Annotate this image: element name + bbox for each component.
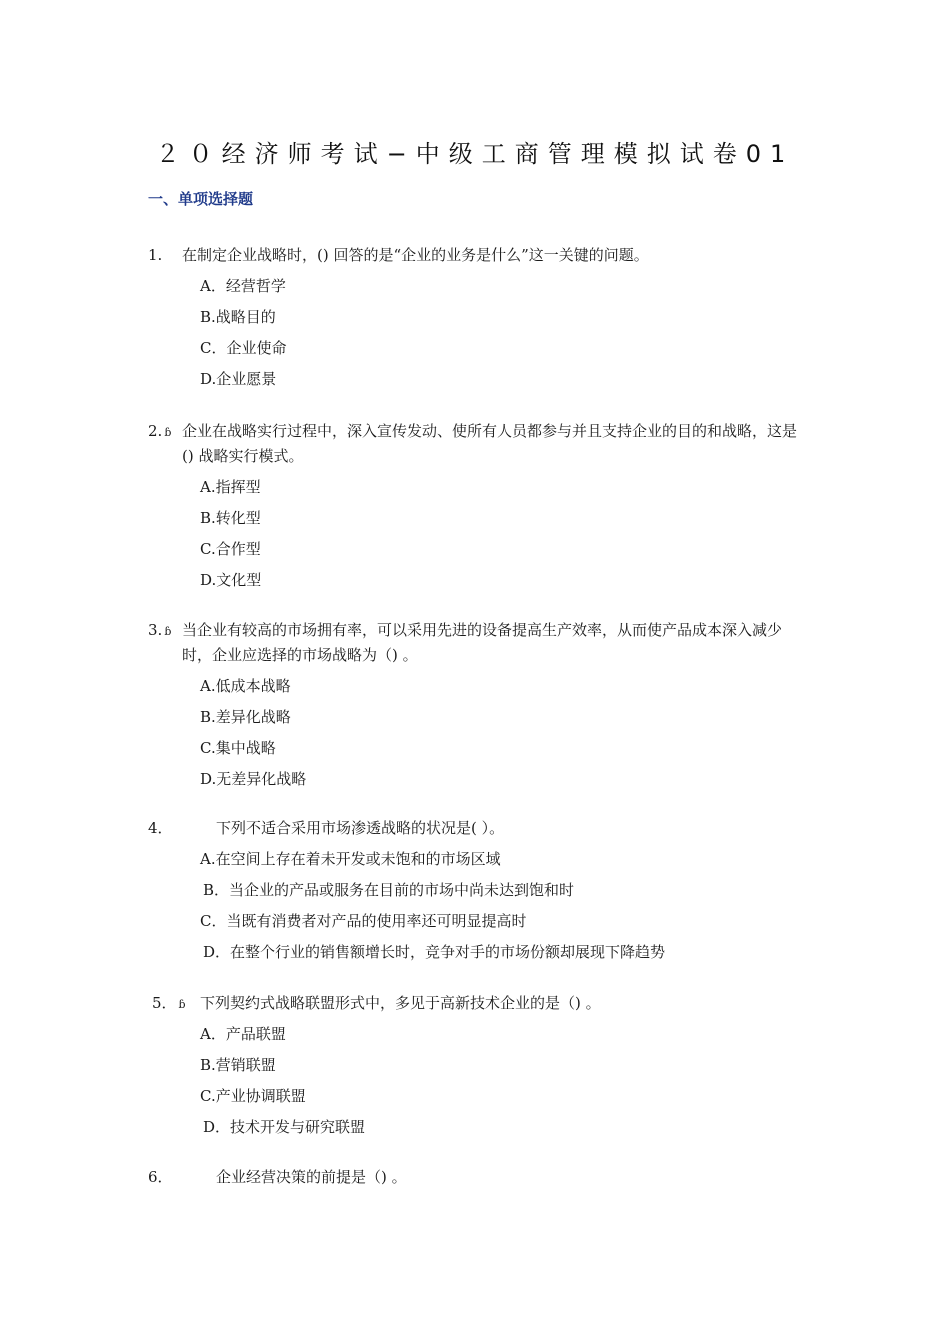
question-text: 下列契约式战略联盟形式中，多见于高新技术企业的是（) 。 <box>200 994 601 1012</box>
question-stem <box>148 419 808 469</box>
question-stem <box>148 1165 808 1190</box>
option-c: C．企业使命 <box>200 339 287 357</box>
bullet-marker: ɓ <box>164 426 172 439</box>
option-b: B．当企业的产品或服务在目前的市场中尚未达到饱和时 <box>203 881 575 899</box>
option-a: A.指挥型 <box>200 478 261 496</box>
option-c: C.合作型 <box>200 540 261 558</box>
option-b: B.营销联盟 <box>200 1056 276 1074</box>
option-d: D．技术开发与研究联盟 <box>203 1118 366 1136</box>
question-3 <box>148 618 808 792</box>
question-stem <box>148 816 808 841</box>
question-stem <box>148 991 808 1016</box>
question-text: 企业在战略实行过程中，深入宣传发动、使所有人员都参与并且支持企业的目的和战略，这是() 战略实行模式。 <box>182 422 798 465</box>
option-c: C.产业协调联盟 <box>200 1087 306 1105</box>
section-heading: 一、单项选择题 <box>148 190 254 208</box>
option-c: C.集中战略 <box>200 739 276 757</box>
option-a: A．经营哲学 <box>200 277 286 295</box>
option-a: A．产品联盟 <box>200 1025 286 1043</box>
question-text: 在制定企业战略时，() 回答的是“企业的业务是什么”这一关键的问题。 <box>182 246 649 264</box>
bullet-marker: ɓ <box>164 625 172 638</box>
bullet-marker: ɓ <box>178 998 186 1011</box>
question-number <box>148 419 175 445</box>
question-text: 当企业有较高的市场拥有率，可以采用先进的设备提高生产效率，从而使产品成本深入减少时，企业应选择的市场战略为（) 。 <box>182 621 783 664</box>
option-a: A.在空间上存在着未开发或未饱和的市场区域 <box>200 850 501 868</box>
question-stem <box>148 243 808 268</box>
option-b: B.战略目的 <box>200 308 276 326</box>
document-title: ２０经济师考试−中级工商管理模拟试卷01 <box>155 140 795 168</box>
option-b: B.差异化战略 <box>200 708 291 726</box>
question-number-text: 5． <box>152 994 177 1012</box>
question-number: 4． <box>148 819 173 837</box>
question-number <box>152 991 190 1017</box>
question-number-text: 2. <box>148 422 163 440</box>
question-5 <box>148 991 808 1140</box>
question-text: 下列不适合采用市场渗透战略的状况是( ）。 <box>216 819 505 837</box>
question-2 <box>148 419 808 593</box>
question-number-text: 3. <box>148 621 163 639</box>
question-4 <box>148 816 808 965</box>
question-number <box>148 618 175 644</box>
question-6 <box>148 1165 808 1190</box>
option-b: B.转化型 <box>200 509 261 527</box>
option-d: D.文化型 <box>200 571 262 589</box>
option-d: D.无差异化战略 <box>200 770 307 788</box>
question-number: 1. <box>148 246 163 264</box>
option-c: C．当既有消费者对产品的使用率还可明显提高时 <box>200 912 527 930</box>
question-number: 6． <box>148 1168 173 1186</box>
option-d: D．在整个行业的销售额增长时，竞争对手的市场份额却展现下降趋势 <box>203 943 666 961</box>
question-1 <box>148 243 808 392</box>
option-a: A.低成本战略 <box>200 677 291 695</box>
question-stem <box>148 618 808 668</box>
option-d: D.企业愿景 <box>200 370 277 388</box>
question-text: 企业经营决策的前提是（) 。 <box>216 1168 407 1186</box>
